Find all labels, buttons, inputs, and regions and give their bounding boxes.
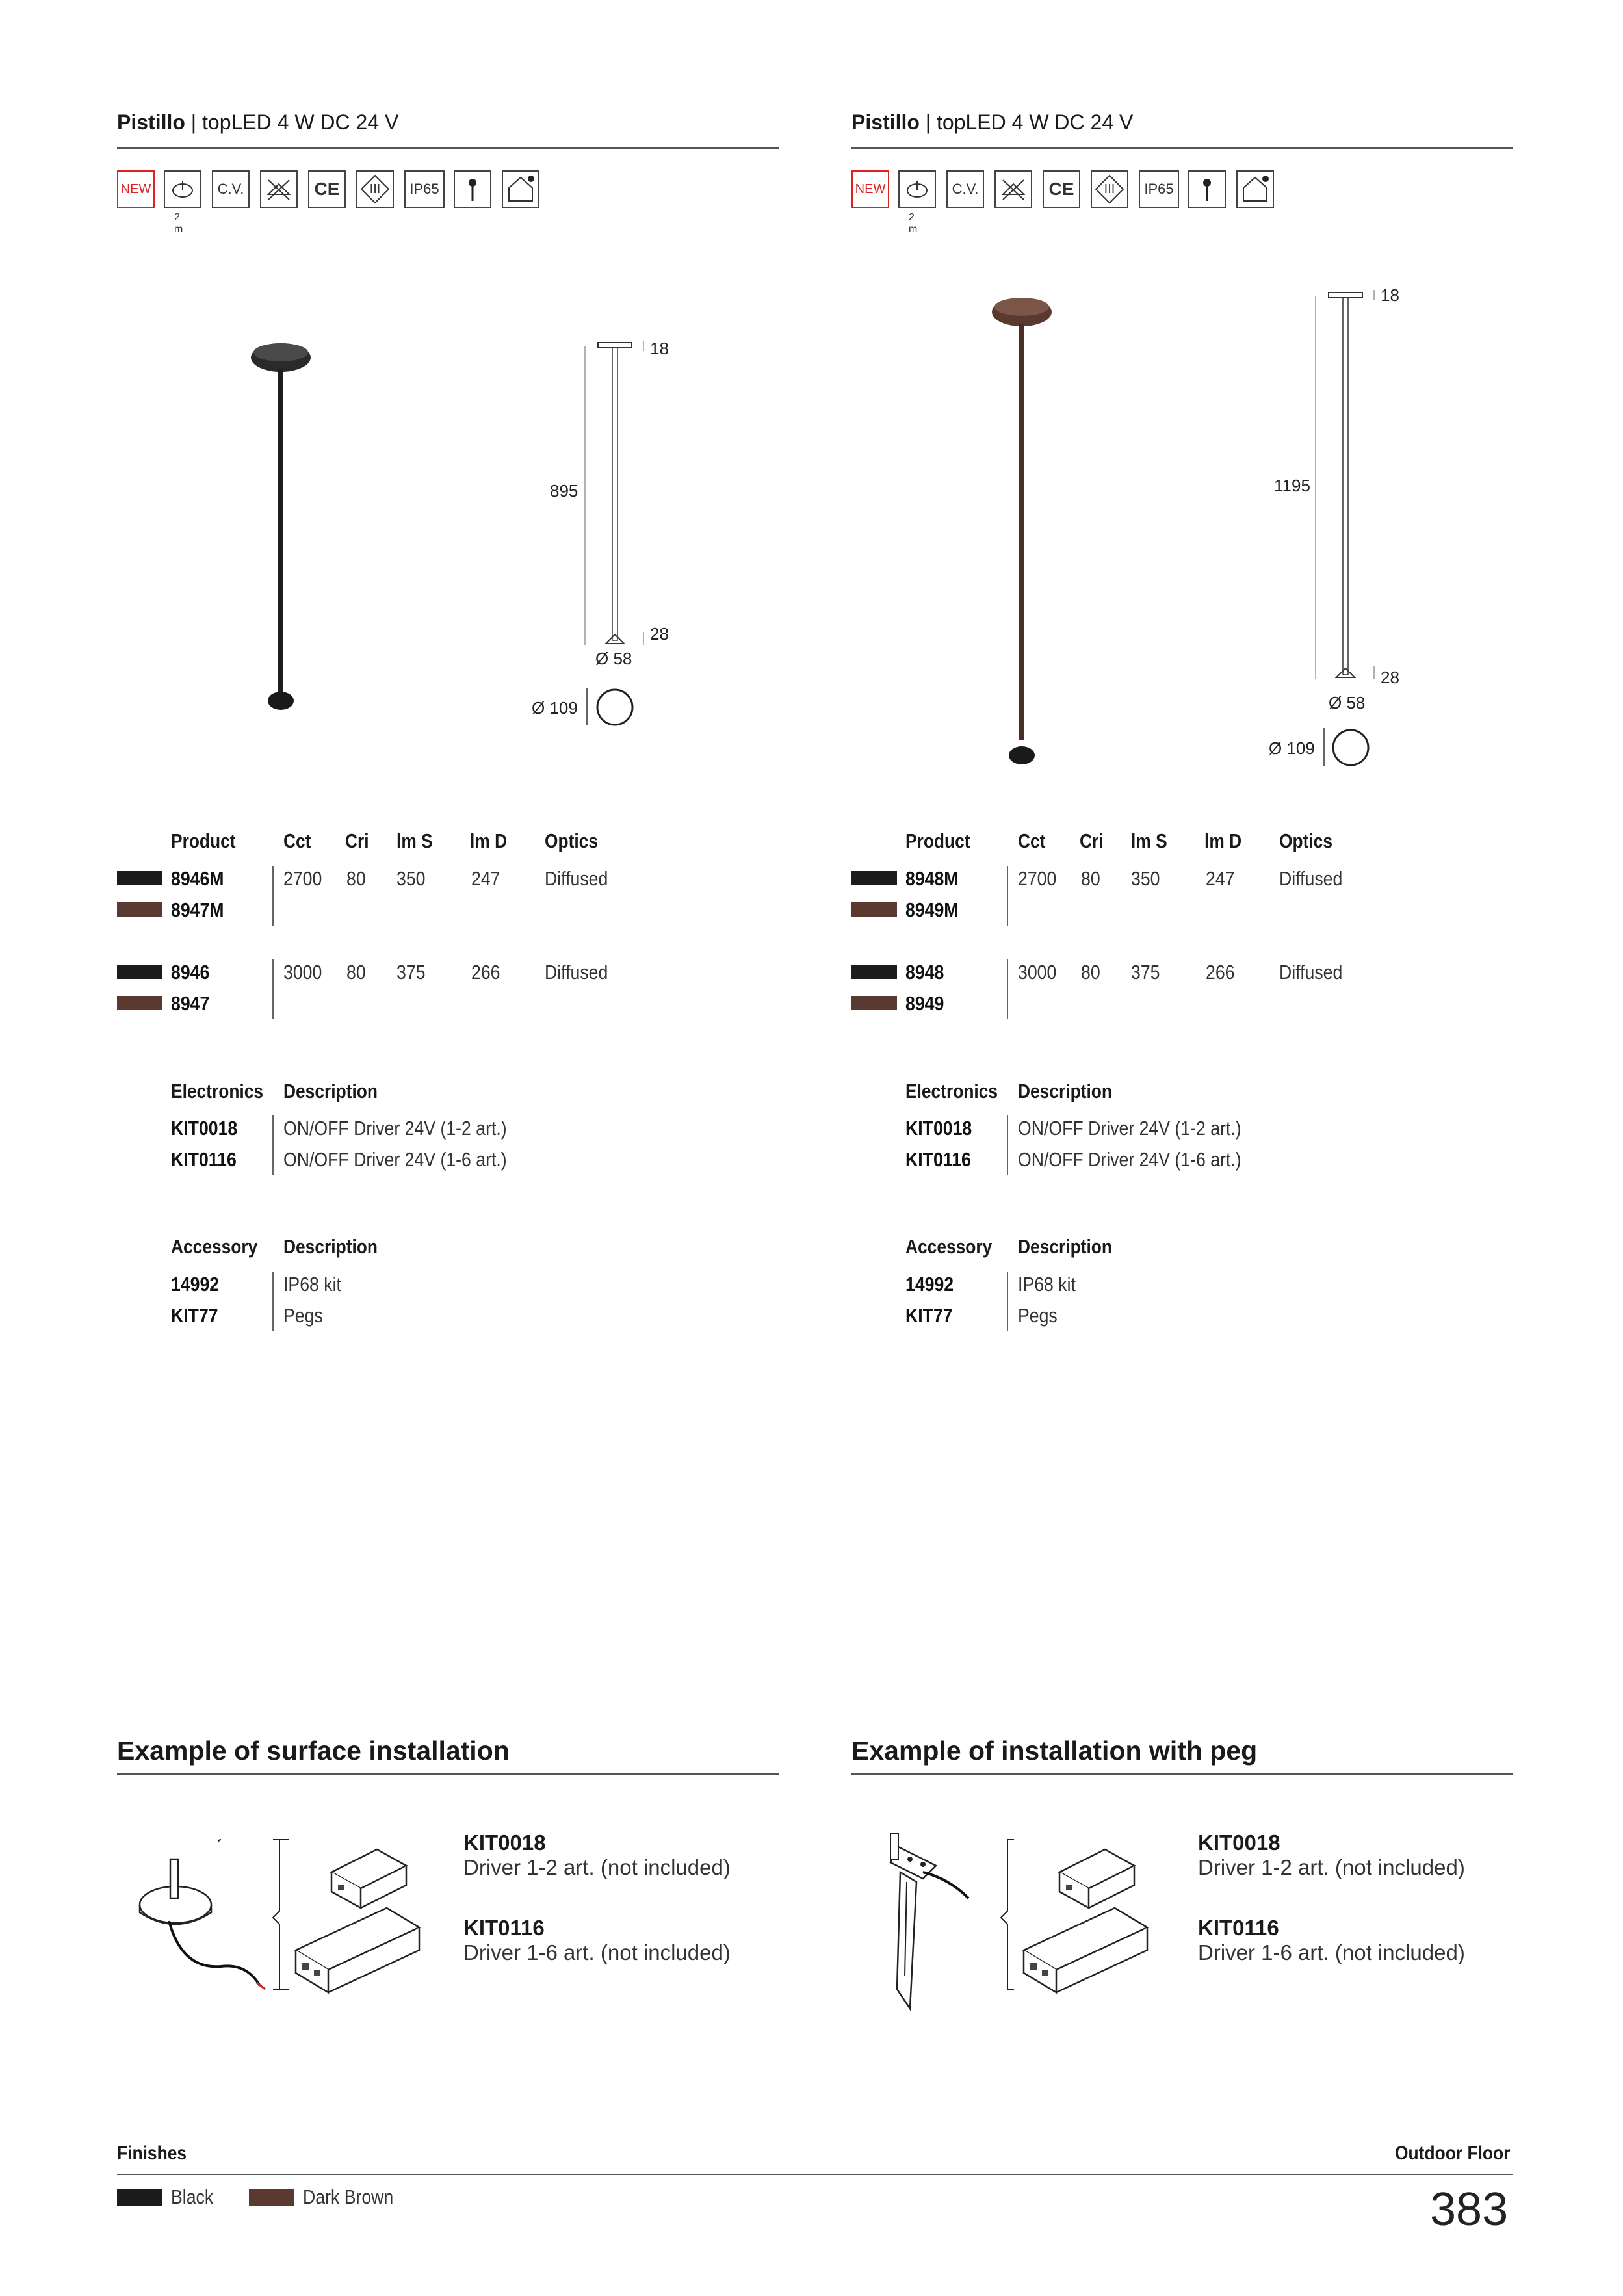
electronics-desc: ON/OFF Driver 24V (1-6 art.): [283, 1148, 507, 1171]
ce-mark-icon: CE: [1043, 170, 1080, 208]
brown-swatch: [117, 996, 162, 1010]
accessory-code: 14992: [171, 1273, 220, 1296]
install-kit-code: KIT0116: [463, 1916, 545, 1940]
black-swatch: [117, 965, 162, 979]
no-cover-icon: [260, 170, 298, 208]
optics-value: Diffused: [545, 867, 608, 890]
black-finish-swatch: [117, 2189, 162, 2206]
th-product: Product: [171, 829, 236, 852]
dim-base-height: 28: [650, 624, 669, 644]
page-number: 383: [1430, 2184, 1509, 2236]
black-swatch: [117, 871, 162, 885]
divider: [1007, 866, 1008, 926]
install-rule: [117, 1773, 779, 1775]
lms-value: 350: [1131, 867, 1160, 890]
divider: [1007, 1272, 1008, 1331]
install-rule: [851, 1773, 1513, 1775]
divider: [1007, 959, 1008, 1019]
dim-top-height: 18: [1381, 285, 1399, 305]
accessory-code: KIT77: [171, 1304, 218, 1327]
divider: [272, 866, 274, 926]
th-description: Description: [283, 1080, 378, 1102]
product-title: Pistillo | topLED 4 W DC 24 V: [117, 111, 399, 134]
accessory-desc: IP68 kit: [283, 1273, 341, 1296]
install-kit-desc: Driver 1-2 art. (not included): [1198, 1855, 1465, 1879]
th-accessory: Accessory: [905, 1235, 993, 1258]
brown-swatch: [117, 902, 162, 917]
divider: [1007, 1115, 1008, 1175]
electronics-code: KIT0018: [905, 1117, 972, 1140]
floor-spike-icon: [454, 170, 491, 208]
th-optics: Optics: [545, 829, 598, 852]
dim-base-diameter: Ø 58: [595, 649, 632, 668]
ce-mark-icon: CE: [308, 170, 346, 208]
th-lmd: lm D: [1204, 829, 1242, 852]
cri-value: 80: [1081, 961, 1100, 984]
product-code: 8946: [171, 961, 210, 984]
cct-value: 2700: [1018, 867, 1057, 890]
product-code: 8947: [171, 992, 210, 1015]
brown-swatch: [851, 996, 897, 1010]
th-product: Product: [905, 829, 970, 852]
dim-total-height: 1195: [1274, 476, 1310, 495]
accessory-code: 14992: [905, 1273, 954, 1296]
no-cover-icon: [994, 170, 1032, 208]
constant-voltage-icon: C.V.: [212, 170, 250, 208]
th-cri: Cri: [345, 829, 369, 852]
product-code: 8948M: [905, 867, 959, 890]
product-code: 8949M: [905, 898, 959, 921]
category-label: Outdoor Floor: [1395, 2143, 1511, 2164]
new-badge: NEW: [851, 170, 889, 208]
th-optics: Optics: [1279, 829, 1332, 852]
title-rule: [117, 147, 779, 149]
ip65-icon: IP65: [1139, 170, 1179, 208]
th-lms: lm S: [1131, 829, 1167, 852]
install-title: Example of surface installation: [117, 1736, 510, 1766]
accessory-desc: IP68 kit: [1018, 1273, 1076, 1296]
divider: [586, 688, 588, 725]
cable-length-icon: [898, 170, 936, 208]
lmd-value: 266: [471, 961, 500, 984]
dim-plate-diameter: Ø 109: [532, 698, 578, 718]
finishes-label: Finishes: [117, 2143, 187, 2164]
th-lmd: lm D: [470, 829, 508, 852]
new-badge: NEW: [117, 170, 155, 208]
cri-value: 80: [346, 867, 366, 890]
th-cct: Cct: [283, 829, 311, 852]
accessory-desc: Pegs: [1018, 1304, 1058, 1327]
lmd-value: 247: [1206, 867, 1235, 890]
th-description: Description: [1018, 1080, 1112, 1102]
th-electronics: Electronics: [905, 1080, 998, 1102]
cable-length-label: 2 m: [909, 212, 918, 235]
optics-value: Diffused: [1279, 867, 1343, 890]
electronics-code: KIT0018: [171, 1117, 238, 1140]
finish-black-label: Black: [171, 2185, 214, 2208]
outdoor-house-icon: [1236, 170, 1274, 208]
th-cct: Cct: [1018, 829, 1046, 852]
cct-value: 3000: [283, 961, 322, 984]
cri-value: 80: [346, 961, 366, 984]
th-cri: Cri: [1080, 829, 1104, 852]
footer-rule: [117, 2174, 1513, 2175]
lms-value: 375: [1131, 961, 1160, 984]
divider: [272, 959, 274, 1019]
brown-swatch: [851, 902, 897, 917]
install-kit-desc: Driver 1-6 art. (not included): [1198, 1940, 1465, 1964]
class-iii-icon: III: [356, 170, 394, 208]
constant-voltage-icon: C.V.: [946, 170, 984, 208]
th-electronics: Electronics: [171, 1080, 264, 1102]
lmd-value: 247: [471, 867, 500, 890]
th-lms: lm S: [396, 829, 433, 852]
dimension-drawing: [1306, 280, 1397, 696]
product-code: 8946M: [171, 867, 224, 890]
dimension-drawing: [572, 332, 663, 670]
cct-value: 3000: [1018, 961, 1057, 984]
dim-top-height: 18: [650, 339, 669, 358]
dim-base-height: 28: [1381, 668, 1399, 687]
dim-plate-diameter: Ø 109: [1269, 738, 1315, 758]
floor-spike-icon: [1188, 170, 1226, 208]
install-title: Example of installation with peg: [851, 1736, 1258, 1766]
product-image-brown: [975, 286, 1066, 767]
accessory-desc: Pegs: [283, 1304, 323, 1327]
product-image-black: [234, 332, 325, 722]
finish-brown-label: Dark Brown: [303, 2185, 394, 2208]
dim-total-height: 895: [550, 481, 578, 501]
electronics-code: KIT0116: [905, 1148, 971, 1171]
electronics-desc: ON/OFF Driver 24V (1-6 art.): [1018, 1148, 1241, 1171]
black-swatch: [851, 965, 897, 979]
cct-value: 2700: [283, 867, 322, 890]
peg-installation-illustration: [871, 1820, 1163, 2015]
ip65-icon: IP65: [404, 170, 445, 208]
electronics-code: KIT0116: [171, 1148, 237, 1171]
cable-length-label: 2 m: [174, 212, 183, 235]
surface-installation-illustration: [130, 1833, 422, 2002]
divider: [272, 1272, 274, 1331]
black-swatch: [851, 871, 897, 885]
dim-base-diameter: Ø 58: [1329, 693, 1366, 712]
brown-finish-swatch: [249, 2189, 294, 2206]
optics-value: Diffused: [1279, 961, 1343, 984]
electronics-desc: ON/OFF Driver 24V (1-2 art.): [1018, 1117, 1241, 1140]
install-kit-code: KIT0018: [463, 1831, 546, 1855]
th-accessory: Accessory: [171, 1235, 258, 1258]
class-iii-icon: III: [1091, 170, 1128, 208]
plate-circle-icon: [1331, 728, 1370, 767]
product-code: 8949: [905, 992, 944, 1015]
install-kit-desc: Driver 1-2 art. (not included): [463, 1855, 731, 1879]
outdoor-house-icon: [502, 170, 539, 208]
plate-circle-icon: [595, 688, 634, 727]
install-kit-desc: Driver 1-6 art. (not included): [463, 1940, 731, 1964]
lms-value: 350: [396, 867, 426, 890]
divider: [1323, 728, 1325, 766]
product-title: Pistillo | topLED 4 W DC 24 V: [851, 111, 1134, 134]
electronics-desc: ON/OFF Driver 24V (1-2 art.): [283, 1117, 507, 1140]
install-kit-code: KIT0116: [1198, 1916, 1279, 1940]
lms-value: 375: [396, 961, 426, 984]
th-description: Description: [283, 1235, 378, 1258]
accessory-code: KIT77: [905, 1304, 953, 1327]
divider: [272, 1115, 274, 1175]
product-code: 8947M: [171, 898, 224, 921]
title-rule: [851, 147, 1513, 149]
cri-value: 80: [1081, 867, 1100, 890]
lmd-value: 266: [1206, 961, 1235, 984]
install-kit-code: KIT0018: [1198, 1831, 1280, 1855]
th-description: Description: [1018, 1235, 1112, 1258]
cable-length-icon: [164, 170, 201, 208]
optics-value: Diffused: [545, 961, 608, 984]
product-code: 8948: [905, 961, 944, 984]
